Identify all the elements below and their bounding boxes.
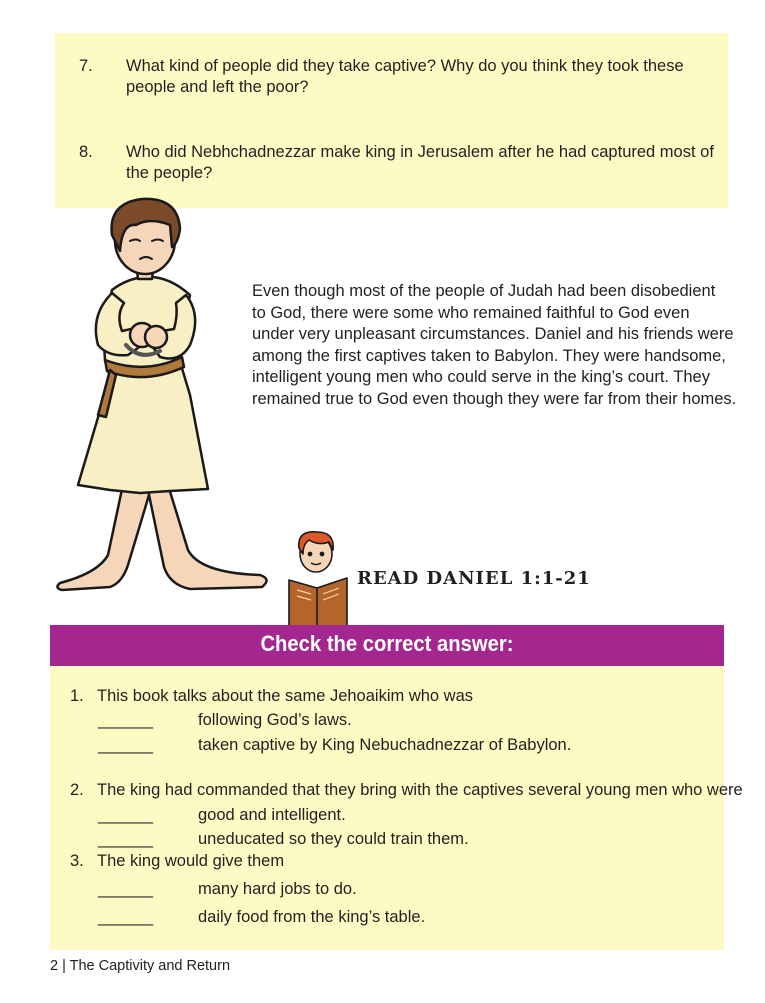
question-number: 8. [79,143,93,161]
question-text: The king had commanded that they bring with the captives several young men who were [97,781,743,799]
story-line: among the first captives taken to Babylon. They were handsome, [252,346,726,365]
answer-box [50,666,743,950]
question-number: 1. [70,687,84,705]
story-line: under very unpleasant circumstances. Daniel and his friends were [252,325,734,344]
answer-blank[interactable]: ______ [98,830,154,848]
page-footer: 2 | The Captivity and Return [50,958,231,974]
story-line: remained true to God even though they were far from their homes. [252,389,737,408]
story-line: Even though most of the people of Judah had been disobedient [252,282,716,300]
answer-blank[interactable]: ______ [98,908,154,926]
question-text: This book talks about the same Jehoaikim who was [97,687,474,705]
question-number: 3. [70,852,84,870]
answer-blank[interactable]: ______ [98,736,154,754]
answer-blank[interactable]: ______ [98,806,154,824]
option-text: good and intelligent. [198,806,346,824]
captive-boy-illustration [50,195,275,595]
option-text: many hard jobs to do. [198,880,357,898]
question-number: 2. [70,781,84,799]
option-text: uneducated so they could train them. [198,830,469,848]
question-text: What kind of people did they take captive? Why do you think they took these people and left the poor? [126,57,684,96]
story-line: to God, there were some who remained faithful to God even [252,303,690,322]
section-title: Check the correct answer: [260,631,514,656]
answer-blank[interactable]: ______ [98,880,154,898]
option-text: taken captive by King Nebuchadnezzar of Babylon. [198,736,572,754]
story-line: intelligent young men who could serve in the king’s court. They [252,368,710,387]
answer-blank[interactable]: ______ [98,711,154,729]
question-text: Who did Nebhchadnezzar make king in Jerusalem after he had captured most of the people? [126,143,714,182]
option-text: daily food from the king’s table. [198,908,426,926]
story-paragraph [252,281,737,411]
question-number: 7. [79,57,93,75]
reading-boy-icon [283,530,353,630]
option-text: following God’s laws. [198,711,352,729]
question-text: The king would give them [97,852,285,870]
questions-box [55,33,728,208]
read-instruction: READ DANIEL 1:1-21 [357,568,591,589]
section-header-bar [50,625,724,666]
